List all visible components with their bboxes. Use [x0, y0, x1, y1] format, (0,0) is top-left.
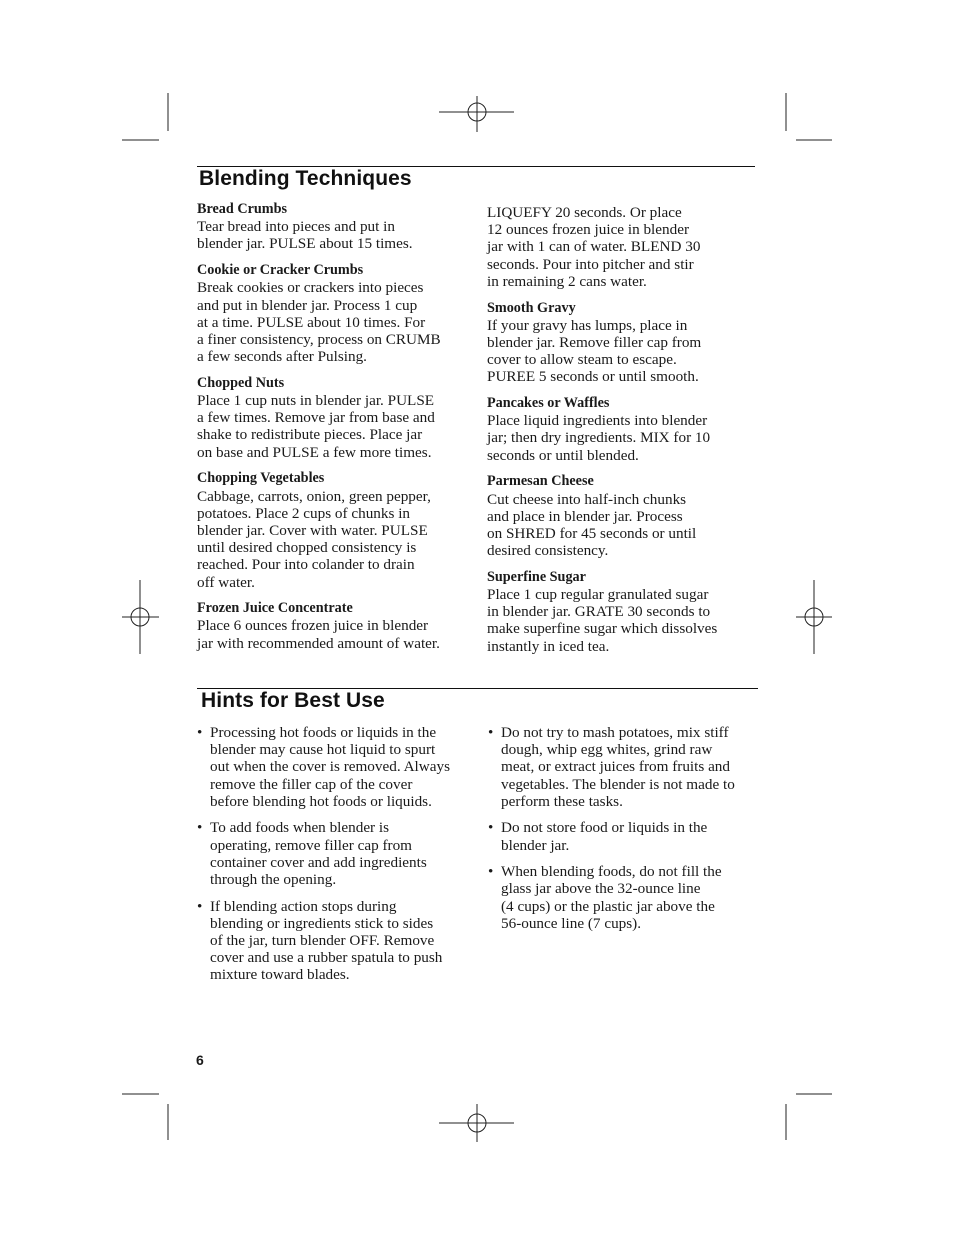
hint-bullet-item — [488, 819, 768, 853]
text-line: vegetables. The blender is not made to — [501, 775, 735, 793]
text-line: meat, or extract juices from fruits and — [501, 758, 730, 776]
hints-column-left — [197, 724, 482, 993]
text-line: cover and use a rubber spatula to push — [210, 949, 443, 967]
text-line: PUREE 5 seconds or until smooth. — [487, 368, 699, 386]
registration-mark-left — [122, 580, 159, 654]
text-line: jar; then dry ingredients. MIX for 10 — [487, 429, 711, 447]
text-line: instantly in iced tea. — [487, 637, 610, 655]
text-line: and put in blender jar. Process 1 cup — [197, 296, 418, 314]
technique-title: Chopping Vegetables — [197, 470, 325, 487]
text-line: perform these tasks. — [501, 792, 623, 810]
technique-entry — [197, 600, 472, 652]
text-line: a finer consistency, process on CRUMB — [197, 330, 441, 348]
text-line: reached. Pour into colander to drain — [197, 556, 415, 574]
text-line: mixture toward blades. — [210, 966, 350, 984]
text-line: in remaining 2 cans water. — [487, 272, 647, 290]
text-line: off water. — [197, 573, 255, 591]
text-line: blender jar. — [501, 836, 570, 854]
text-line: on SHRED for 45 seconds or until — [487, 524, 697, 542]
text-line: Tear bread into pieces and put in — [197, 218, 395, 236]
hints-column-right — [488, 724, 768, 941]
hint-bullet-item — [488, 863, 768, 932]
text-line: a few times. Remove jar from base and — [197, 409, 435, 427]
technique-entry — [487, 569, 762, 655]
text-line: LIQUEFY 20 seconds. Or place — [487, 204, 682, 221]
technique-title: Bread Crumbs — [197, 201, 287, 217]
technique-title: Smooth Gravy — [487, 299, 576, 316]
text-line: To add foods when blender is — [210, 819, 390, 837]
text-line: 12 ounces frozen juice in blender — [487, 221, 689, 239]
text-line: operating, remove filler cap from — [210, 836, 412, 854]
technique-title: Cookie or Cracker Crumbs — [197, 262, 364, 279]
text-line: desired consistency. — [487, 542, 609, 560]
text-line: Place 1 cup nuts in blender jar. PULSE — [197, 392, 435, 410]
text-line: through the opening. — [210, 871, 337, 889]
text-line: Break cookies or crackers into pieces — [197, 279, 424, 297]
technique-entry — [197, 201, 472, 253]
bullet-icon: • — [488, 819, 494, 837]
page-number: 6 — [196, 1052, 204, 1068]
text-line: seconds or until blended. — [487, 446, 639, 464]
text-line: Place 1 cup regular granulated sugar — [487, 586, 709, 604]
technique-title: Parmesan Cheese — [487, 473, 594, 490]
technique-entry — [487, 204, 762, 290]
hint-bullet-item — [197, 724, 482, 810]
text-line: blending or ingredients stick to sides — [210, 914, 434, 932]
text-line: remove the filler cap of the cover — [210, 775, 413, 793]
hint-bullet-item — [488, 724, 768, 810]
bullet-icon: • — [197, 897, 203, 915]
text-line: seconds. Pour into pitcher and stir — [487, 255, 694, 273]
technique-entry — [487, 300, 762, 386]
text-line: make superfine sugar which dissolves — [487, 620, 718, 638]
technique-entry — [487, 395, 762, 464]
registration-mark-top — [439, 96, 514, 132]
text-line: jar with 1 can of water. BLEND 30 — [487, 238, 701, 256]
blending-techniques-heading: Blending Techniques — [199, 167, 412, 190]
text-line: blender jar. PULSE about 15 times. — [197, 235, 413, 253]
technique-title: Chopped Nuts — [197, 374, 285, 391]
blending-column-right — [487, 204, 762, 664]
text-line: blender may cause hot liquid to spurt — [210, 741, 436, 759]
text-line: glass jar above the 32-ounce line — [501, 880, 701, 898]
text-line: Place liquid ingredients into blender — [487, 412, 708, 430]
bullet-icon: • — [197, 724, 203, 741]
text-line: shake to redistribute pieces. Place jar — [197, 426, 423, 444]
technique-title: Superfine Sugar — [487, 568, 586, 585]
text-line: blender jar. Remove filler cap from — [487, 333, 702, 351]
text-line: blender jar. Cover with water. PULSE — [197, 521, 428, 539]
technique-entry — [197, 375, 472, 461]
text-line: a few seconds after Pulsing. — [197, 348, 367, 366]
registration-mark-bottom — [439, 1104, 514, 1142]
text-line: Cabbage, carrots, onion, green pepper, — [197, 487, 431, 505]
text-line: at a time. PULSE about 10 times. For — [197, 313, 426, 331]
text-line: in blender jar. GRATE 30 seconds to — [487, 603, 711, 621]
text-line: If your gravy has lumps, place in — [487, 316, 688, 334]
technique-title: Frozen Juice Concentrate — [197, 600, 353, 617]
text-line: cover to allow steam to escape. — [487, 351, 677, 369]
hint-bullet-item — [197, 819, 482, 888]
text-line: When blending foods, do not fill the — [501, 863, 722, 881]
technique-entry — [197, 470, 472, 590]
text-line: Do not store food or liquids in the — [501, 819, 708, 837]
text-line: jar with recommended amount of water. — [197, 634, 440, 652]
text-line: and place in blender jar. Process — [487, 507, 683, 525]
text-line: If blending action stops during — [210, 897, 397, 915]
hints-heading: Hints for Best Use — [201, 689, 385, 712]
text-line: of the jar, turn blender OFF. Remove — [210, 932, 435, 950]
text-line: dough, whip egg whites, grind raw — [501, 741, 713, 759]
technique-entry — [487, 473, 762, 559]
text-line: until desired chopped consistency is — [197, 539, 417, 557]
bullet-icon: • — [488, 724, 494, 741]
text-line: on base and PULSE a few more times. — [197, 443, 432, 461]
text-line: 56-ounce line (7 cups). — [501, 914, 642, 932]
text-line: before blending hot foods or liquids. — [210, 792, 432, 810]
technique-title: Pancakes or Waffles — [487, 395, 610, 412]
technique-entry — [197, 262, 472, 365]
registration-mark-right — [796, 580, 832, 654]
text-line: potatoes. Place 2 cups of chunks in — [197, 504, 411, 522]
text-line: container cover and add ingredients — [210, 853, 427, 871]
text-line: Place 6 ounces frozen juice in blender — [197, 617, 429, 635]
blending-column-left — [197, 201, 472, 661]
hint-bullet-item — [197, 898, 482, 984]
bullet-icon: • — [488, 863, 494, 881]
text-line: Cut cheese into half-inch chunks — [487, 490, 687, 508]
text-line: Do not try to mash potatoes, mix stiff — [501, 724, 729, 741]
text-line: Processing hot foods or liquids in the — [210, 724, 437, 741]
bullet-icon: • — [197, 819, 203, 837]
text-line: (4 cups) or the plastic jar above the — [501, 897, 715, 915]
text-line: out when the cover is removed. Always — [210, 758, 450, 776]
